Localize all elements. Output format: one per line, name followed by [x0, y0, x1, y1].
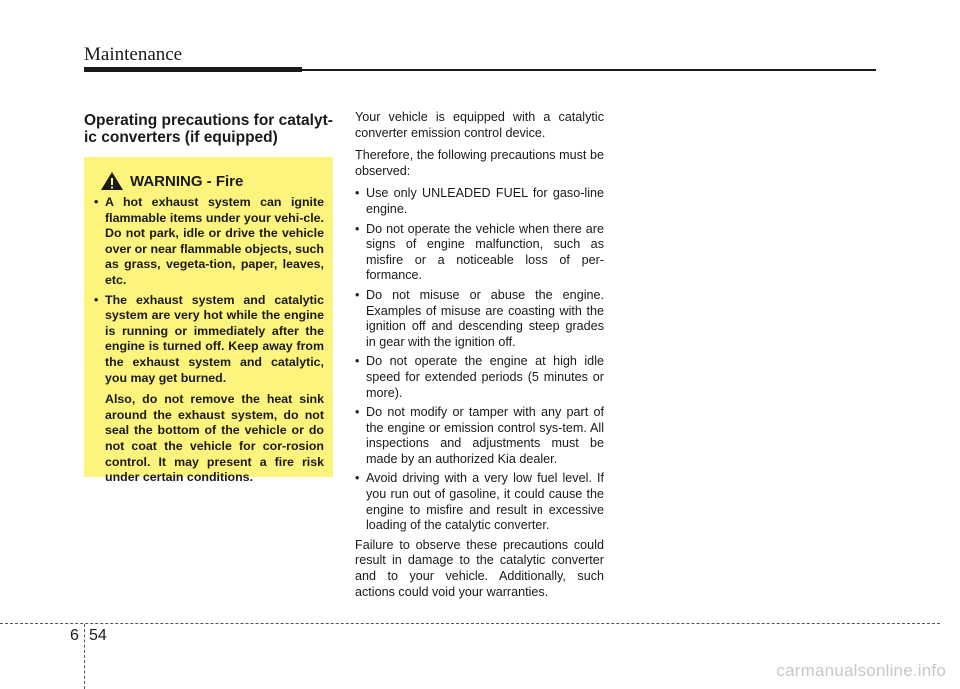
warning-list — [94, 195, 324, 386]
body-column — [355, 110, 604, 607]
precaution-item: • Avoid driving with a very low fuel level. If you run out of gasoline, it could cause the engine to misfire and result in excessive loading of the catalytic converter. — [355, 471, 604, 533]
precaution-item: • Do not operate the vehicle when there are signs of engine malfunction, such as misfire or a noticeable loss of per-formance. — [355, 222, 604, 284]
header-rule-thick — [84, 67, 302, 72]
body-closing: Failure to observe these precautions could result in damage to the catalytic converter and to your vehicle. Additionally, such actions could void your warranties. — [355, 537, 604, 599]
header-rule-thin — [302, 69, 876, 71]
warning-item: • The exhaust system and catalytic system are very hot while the engine is running or immediately after the engine is turned off. Keep away from the exhaust system and catalytic, you may get burned. — [94, 293, 324, 387]
warning-box — [84, 157, 333, 485]
warning-item: • A hot exhaust system can ignite flammable items under your vehi-cle. Do not park, idle or drive the vehicle over or near flammable objects, such as grass, vegeta-tion, paper, leaves, etc. — [94, 195, 324, 289]
footer-vertical-divider — [84, 624, 85, 689]
precaution-list — [355, 186, 604, 533]
body-lead: Therefore, the following precautions must be observed: — [355, 148, 604, 178]
section-heading-line1: Operating precautions for catalyt- — [84, 112, 333, 129]
section-heading — [84, 112, 334, 146]
warning-triangle-icon — [100, 171, 124, 191]
warning-header — [100, 171, 324, 191]
precaution-item: • Do not modify or tamper with any part of the engine or emission control sys-tem. All inspections and adjustments must be made by an authorized Kia dealer. — [355, 405, 604, 467]
footer-divider — [0, 623, 940, 624]
precaution-item: • Use only UNLEADED FUEL for gaso-line engine. — [355, 186, 604, 217]
watermark: carmanualsonline.info — [776, 661, 946, 680]
precaution-item: • Do not operate the engine at high idle speed for extended periods (5 minutes or more). — [355, 354, 604, 401]
section-heading-line2: ic converters (if equipped) — [84, 129, 278, 146]
warning-title: WARNING - Fire — [130, 172, 244, 190]
body-intro: Your vehicle is equipped with a catalytic converter emission control device. — [355, 110, 604, 140]
footer-chapter-number: 6 — [70, 627, 79, 644]
precaution-item: • Do not misuse or abuse the engine. Examples of misuse are coasting with the ignition off and descending steep grades in gear with the ignition off. — [355, 288, 604, 350]
warning-continuation: Also, do not remove the heat sink around the exhaust system, do not seal the bottom of the vehicle or do not coat the vehicle for cor-rosion control. It may present a fire risk under certain conditions. — [105, 392, 324, 485]
header-title: Maintenance — [84, 44, 183, 65]
footer-page-number: 54 — [89, 627, 107, 644]
